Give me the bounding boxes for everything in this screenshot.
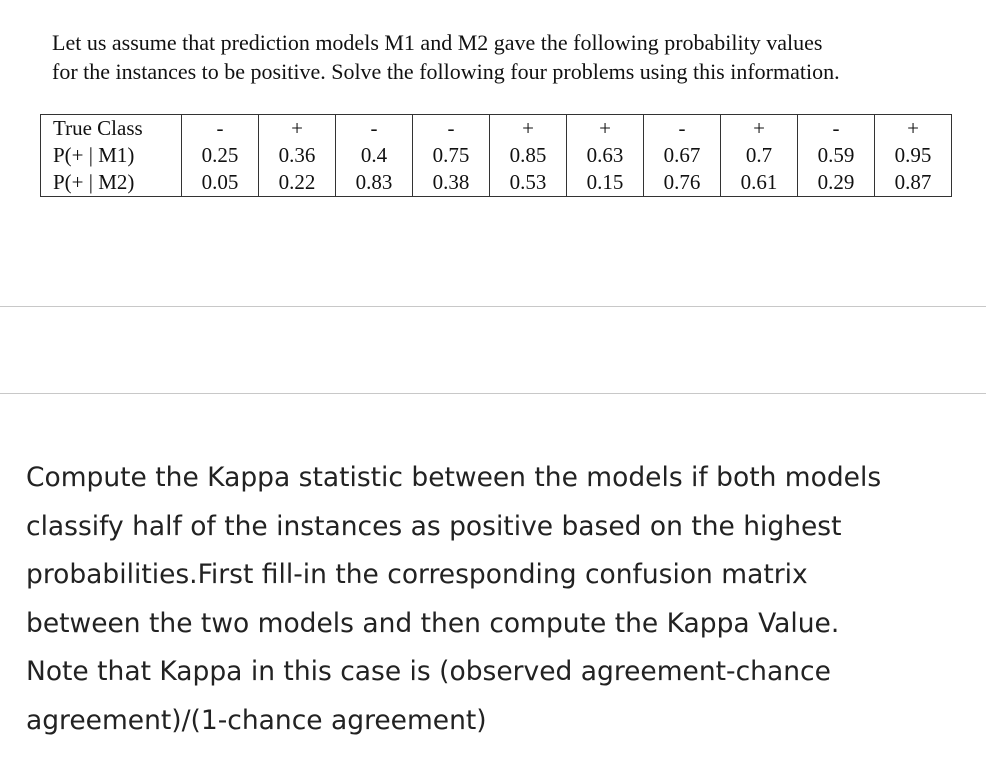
- row-header: P(+ | M2): [41, 169, 182, 197]
- table-cell: 0.85: [490, 142, 567, 169]
- table-cell: -: [182, 115, 259, 143]
- divider-bottom: [0, 393, 986, 394]
- table-cell: +: [875, 115, 952, 143]
- intro-line-1: Let us assume that prediction models M1 and M2 gave the following probability values: [52, 30, 823, 55]
- table-cell: +: [259, 115, 336, 143]
- table-row-true-class: [41, 115, 952, 143]
- question-line-1: Compute the Kappa statistic between the models if both models: [26, 462, 882, 493]
- table-cell: -: [644, 115, 721, 143]
- divider-top: [0, 306, 986, 307]
- table-cell: 0.7: [721, 142, 798, 169]
- question-line-3: probabilities.First fill-in the corresponding confusion matrix: [26, 559, 808, 590]
- table-cell: 0.4: [336, 142, 413, 169]
- table-cell: 0.61: [721, 169, 798, 197]
- table-cell: -: [798, 115, 875, 143]
- row-header: True Class: [41, 115, 182, 143]
- table-cell: 0.76: [644, 169, 721, 197]
- table-cell: 0.59: [798, 142, 875, 169]
- table-cell: 0.05: [182, 169, 259, 197]
- table-cell: -: [336, 115, 413, 143]
- table-cell: 0.83: [336, 169, 413, 197]
- table-cell: -: [413, 115, 490, 143]
- table-row-m2: [41, 169, 952, 197]
- intro-line-2: for the instances to be positive. Solve the following four problems using this information.: [52, 59, 840, 84]
- table-cell: +: [490, 115, 567, 143]
- row-header: P(+ | M1): [41, 142, 182, 169]
- question-line-5: Note that Kappa in this case is (observed agreement-chance: [26, 656, 831, 687]
- table-cell: 0.53: [490, 169, 567, 197]
- table-cell: 0.67: [644, 142, 721, 169]
- table-cell: 0.87: [875, 169, 952, 197]
- table-cell: 0.25: [182, 142, 259, 169]
- table-cell: +: [567, 115, 644, 143]
- question-line-4: between the two models and then compute the Kappa Value.: [26, 607, 840, 639]
- table-cell: 0.95: [875, 142, 952, 169]
- intro-text: [52, 28, 942, 86]
- problem-statement-image: [0, 0, 986, 210]
- table-cell: 0.29: [798, 169, 875, 197]
- table-cell: 0.63: [567, 142, 644, 169]
- table-cell: 0.38: [413, 169, 490, 197]
- probability-table: [40, 114, 952, 197]
- table-cell: 0.75: [413, 142, 490, 169]
- question-line-6: agreement)/(1-chance agreement): [26, 704, 487, 736]
- question-line-2: classify half of the instances as positive based on the highest: [26, 510, 842, 542]
- question-text: [26, 454, 966, 745]
- table-row-m1: [41, 142, 952, 169]
- table-cell: 0.36: [259, 142, 336, 169]
- table-cell: +: [721, 115, 798, 143]
- table-cell: 0.15: [567, 169, 644, 197]
- table-cell: 0.22: [259, 169, 336, 197]
